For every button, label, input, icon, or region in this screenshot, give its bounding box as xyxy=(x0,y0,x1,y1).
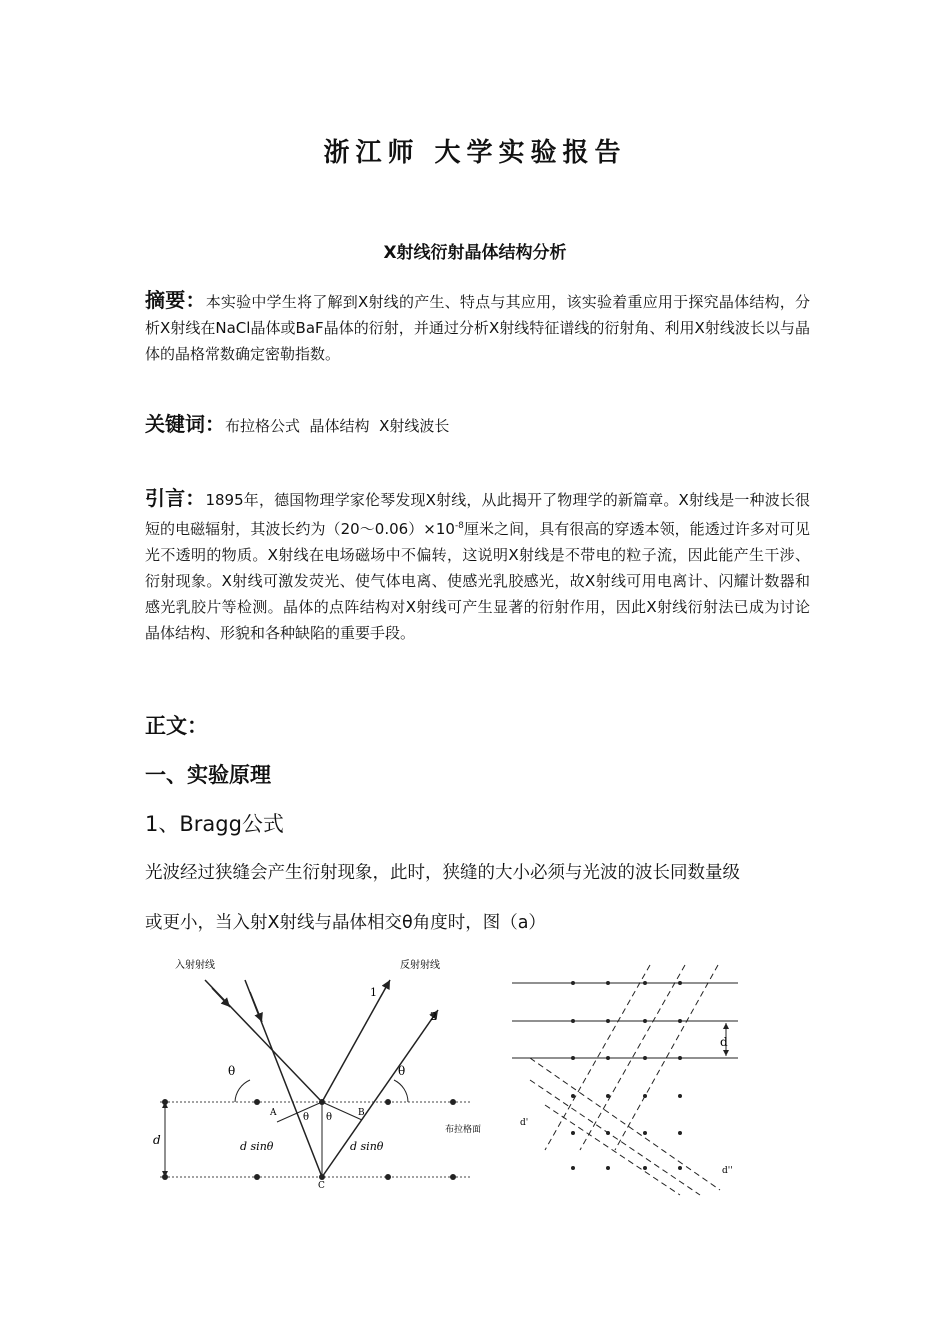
keywords-label: 关键词： xyxy=(145,412,225,436)
keywords-paragraph xyxy=(145,411,810,439)
main-label: 正文： xyxy=(145,714,208,738)
ray-1-label: 1 xyxy=(370,986,377,999)
reflected-label: 反射射线 xyxy=(400,960,440,971)
abstract-text: 本实验中学生将了解到X射线的产生、特点与其应用，该实验着重应用于探究晶体结构，分析X射线在NaCl晶体或BaF晶体的衍射，并通过分析X射线特征谱线的衍射角、利用X射线波长以与晶体的晶格常数确定密勒指数。 xyxy=(145,293,811,363)
theta-mid-left-label: θ xyxy=(303,1112,310,1123)
abstract-label: 摘要： xyxy=(145,288,206,312)
dsin-right-label: d sinθ xyxy=(350,1140,384,1153)
report-title: 浙江师 大学实验报告 xyxy=(323,138,627,168)
intro-text-a: 1895年，德国物理学家伦琴发现X射线，从此揭开了物理学的新篇章。X射线是一种波长很短的电磁辐射，其波长约为（20～0.06）×10 xyxy=(145,491,811,538)
bragg-reflection-diagram xyxy=(153,958,481,1191)
bragg-figures xyxy=(150,950,760,1200)
body-line-2: 或更小，当入射X射线与晶体相交θ角度时，图（a） xyxy=(145,913,546,933)
keywords-text: 布拉格公式 晶体结构 X射线波长 xyxy=(225,417,450,435)
body-line-1: 光波经过狭缝会产生衍射现象，此时，狭缝的大小必须与光波的波长同数量级 xyxy=(145,863,740,883)
incident-label: 入射射线 xyxy=(175,960,215,971)
lattice-planes-diagram xyxy=(512,965,738,1195)
theta-right-label: θ xyxy=(398,1064,406,1078)
reflected-ray-1 xyxy=(322,980,390,1102)
point-a-label: A xyxy=(270,1108,277,1118)
theta-left-label: θ xyxy=(228,1064,236,1078)
d-spacing-label: d xyxy=(153,1133,161,1147)
subsection-heading: 1、Bragg公式 xyxy=(145,812,284,836)
section-heading: 一、实验原理 xyxy=(145,763,271,787)
report-subtitle: X射线衍射晶体结构分析 xyxy=(383,243,567,263)
ray-2-label: 2 xyxy=(430,1010,437,1023)
point-b-label: B xyxy=(358,1108,365,1118)
plane-label: 布拉格面 xyxy=(445,1125,482,1135)
d-prime-label: d' xyxy=(520,1118,529,1128)
theta-mid-right-label: θ xyxy=(326,1112,333,1123)
abstract-paragraph xyxy=(145,287,810,367)
intro-paragraph xyxy=(145,485,810,646)
dsin-left-label: d sinθ xyxy=(240,1140,274,1153)
intro-exponent: -8 xyxy=(454,521,464,531)
d-double-prime-label: d'' xyxy=(722,1166,733,1176)
intro-text-b: 厘米之间，具有很高的穿透本领，能透过许多对可见光不透明的物质。X射线在电场磁场中不偏转，这说明X射线是不带电的粒子流，因此能产生干涉、衍射现象。X射线可激发荧光、使气体电离、使感光乳胶感光，故X射线可用电离计、闪耀计数器和感光乳胶片等检测。晶体的点阵结构对X射线可产生显著的衍射作用，因此X射线衍射法已成为讨论晶体结构、形貌和各种缺陷的重要手段。 xyxy=(145,520,810,642)
point-c-label: C xyxy=(318,1181,325,1191)
d-label: d xyxy=(720,1035,728,1049)
lattice-points xyxy=(571,981,682,1170)
intro-label: 引言： xyxy=(145,486,206,510)
